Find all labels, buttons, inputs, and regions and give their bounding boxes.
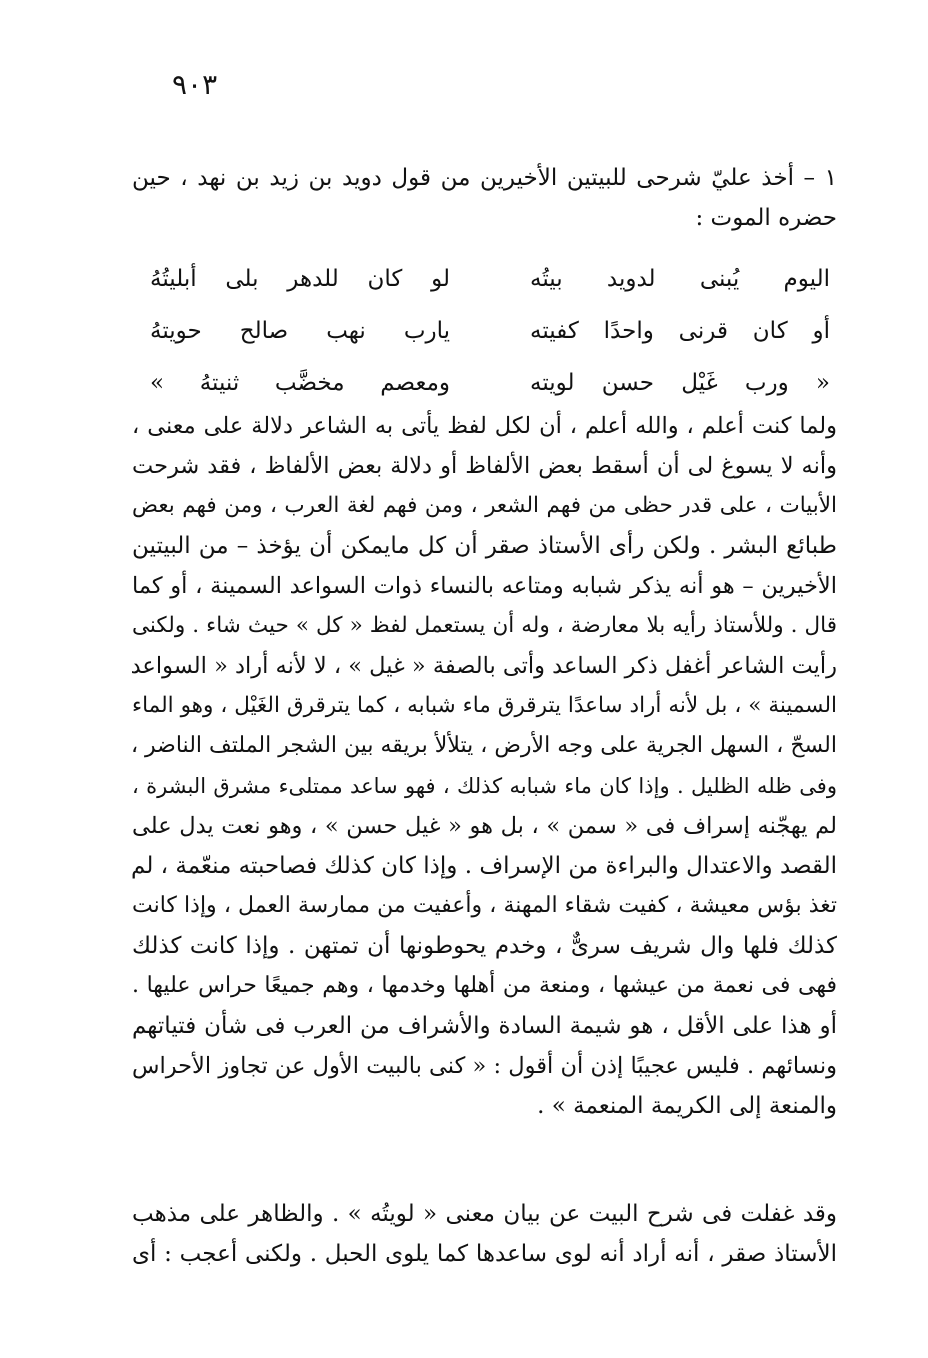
intro-paragraph — [132, 158, 837, 238]
text-line: كذلك فلها وال شريف سرىٌّ ، وخدم يحوطونها أن تمتهن . وإذا كانت كذلك — [132, 933, 837, 959]
text-line: ونسائهم . فليس عجيبًا إذن أن أقول : « كنى بالبيت الأول عن تجاوز الأحراس — [132, 1053, 837, 1079]
text-line: الأخيرين – هو أنه يذكر شبابه ومتاعه بالنساء ذوات السواعد السمينة ، أو كما — [132, 573, 837, 599]
poem-verses — [150, 253, 830, 409]
text-line: رأيت الشاعر أغفل ذكر الساعد وأتى بالصفة « غيل » ، لا لأنه أراد « السواعد — [130, 653, 837, 679]
text-line: السمينة » ، بل لأنه أراد ساعدًا يترقرق ماء شبابه ، كما يترقرق الغَيْل ، وهو الماء — [132, 693, 837, 718]
verse-first-hemistich: اليوم يُبنى لدويد بيتُه — [530, 266, 830, 292]
text-line: طبائع البشر . ولكن رأى الأستاذ صقر أن كل مايمكن أن يؤخذ – من البيتين — [132, 533, 837, 559]
verse-first-hemistich: « ورب غَيْل حسن لويته — [530, 370, 830, 396]
text-line: ١ – أخذ عليّ شرحى للبيتين الأخيرين من قول دويد بن زيد بن نهد ، حين — [132, 165, 837, 191]
text-line: وأنه لا يسوغ لى أن أسقط بعض الألفاظ أو دلالة بعض الألفاظ ، فقد شرحت — [132, 453, 837, 479]
body-paragraph-2 — [132, 1194, 837, 1274]
text-line: والمنعة إلى الكريمة المنعمة » . — [537, 1093, 837, 1119]
verse — [150, 357, 830, 409]
text-line: وقد غفلت فى شرح البيت عن بيان معنى « لويتُه » . والظاهر على مذهب — [132, 1201, 837, 1227]
text-line: ولما كنت أعلم ، والله أعلم ، أن لكل لفظ يأتى به الشاعر دلالة على معنى ، — [132, 413, 837, 439]
verse-second-hemistich: يارب نهب صالح حويتهُ — [150, 318, 450, 344]
verse-second-hemistich: ومعصم مخضَّب ثنيتهُ » — [150, 370, 450, 396]
text-line: القصد والاعتدال والبراءة من الإسراف . وإذا كان كذلك فصاحبته منعّمة ، لم — [131, 853, 837, 879]
verse-second-hemistich: لو كان للدهر بلى أبليتُهُ — [150, 266, 450, 292]
text-line: تغذ بؤس معيشة ، كفيت شقاء المهنة ، وأعفيت من ممارسة العمل ، وإذا كانت — [132, 893, 837, 918]
verse-first-hemistich: أو كان قرنى واحدًا كفيته — [530, 318, 830, 344]
verse — [150, 253, 830, 305]
text-line: الأبيات ، على قدر حظى من فهم الشعر ، ومن فهم لغة العرب ، ومن فهم بعض — [132, 493, 837, 518]
text-line: السحّ ، السهل الجرية على وجه الأرض ، يتلألأ بريقه بين الشجر الملتف الناضر ، — [130, 733, 837, 758]
page-number: ٩٠٣ — [172, 68, 218, 101]
text-line: حضره الموت : — [695, 205, 837, 231]
text-line: فهى فى نعمة من عيشها ، ومنعة من أهلها وخدمها ، وهم جميعًا حراس عليها . — [132, 973, 838, 998]
verse — [150, 305, 830, 357]
text-line: وفى ظله الظليل . وإذا كان ماء شبابه كذلك ، فهو ساعد ممتلىء مشرق البشرة ، — [132, 774, 837, 798]
body-paragraph-1 — [132, 406, 837, 1126]
text-line: قال . وللأستاذ رأيه بلا معارضة ، وله أن يستعمل لفظ « كل » حيث شاء . ولكنى — [132, 613, 837, 638]
text-line: أو هذا على الأقل ، هو شيمة السادة والأشراف من العرب فى شأن فتياتهم — [132, 1013, 837, 1039]
text-line: الأستاذ صقر ، أنه أراد أنه لوى ساعدها كما يلوى الحبل . ولكنى أعجب : أى — [132, 1241, 837, 1267]
text-line: لم يهجّنه إسراف فى « سمن » ، بل هو « غيل حسن » ، وهو نعت يدل على — [132, 813, 837, 839]
